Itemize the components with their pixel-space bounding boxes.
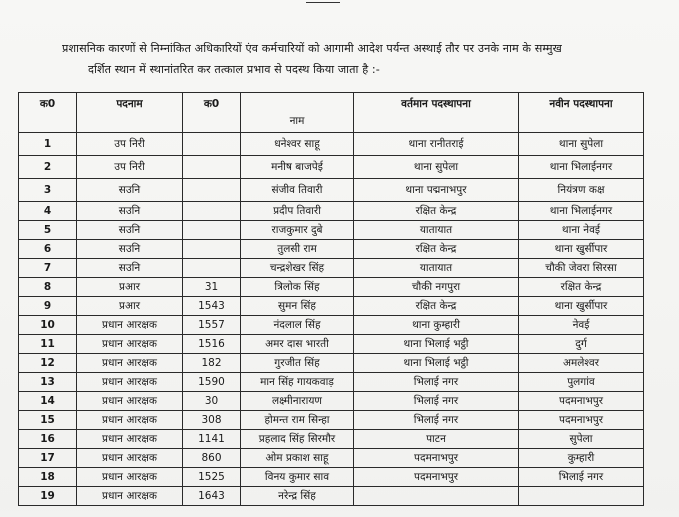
cell-current-posting: थाना भिलाई भट्ठी (354, 354, 519, 373)
table-row (19, 278, 644, 297)
cell-new-posting: पदमनाभपुर (519, 411, 644, 430)
cell-designation: प्रधान आरक्षक (77, 430, 183, 449)
bottom-fade (0, 507, 679, 517)
cell-designation: सउनि (77, 259, 183, 278)
header-sno: क0 (19, 93, 77, 133)
table-header-row (19, 93, 644, 133)
cell-number (183, 240, 241, 259)
cell-number: 1516 (183, 335, 241, 354)
cell-new-posting (519, 487, 644, 506)
cell-new-posting: थाना भिलाईनगर (519, 202, 644, 221)
cell-number (183, 259, 241, 278)
cell-designation: प्रधान आरक्षक (77, 487, 183, 506)
cell-current-posting: रक्षित केन्द्र (354, 240, 519, 259)
cell-number (183, 133, 241, 156)
cell-current-posting: पदमनाभपुर (354, 468, 519, 487)
cell-name: लक्ष्मीनारायण (241, 392, 354, 411)
cell-sno: 16 (19, 430, 77, 449)
cell-sno: 2 (19, 156, 77, 179)
cell-sno: 6 (19, 240, 77, 259)
cell-number: 860 (183, 449, 241, 468)
cell-designation: प्रधान आरक्षक (77, 411, 183, 430)
cell-current-posting: भिलाई नगर (354, 392, 519, 411)
cell-number (183, 156, 241, 179)
cell-sno: 10 (19, 316, 77, 335)
header-designation: पदनाम (77, 93, 183, 133)
cell-designation: प्रआर (77, 278, 183, 297)
cell-sno: 4 (19, 202, 77, 221)
table-row (19, 221, 644, 240)
header-new-posting: नवीन पदस्थापना (519, 93, 644, 133)
cell-sno: 7 (19, 259, 77, 278)
cell-new-posting: थाना सुपेला (519, 133, 644, 156)
cell-sno: 14 (19, 392, 77, 411)
transfer-table (18, 92, 644, 506)
cell-current-posting: थाना रानीतराई (354, 133, 519, 156)
table-row (19, 240, 644, 259)
table-row (19, 411, 644, 430)
cell-designation: प्रधान आरक्षक (77, 373, 183, 392)
cell-number: 1557 (183, 316, 241, 335)
cell-designation: सउनि (77, 221, 183, 240)
table-row (19, 449, 644, 468)
cell-current-posting (354, 487, 519, 506)
cell-new-posting: थाना नेवई (519, 221, 644, 240)
cell-name: प्रहलाद सिंह सिरमौर (241, 430, 354, 449)
cell-current-posting: यातायात (354, 259, 519, 278)
cell-name: विनय कुमार साव (241, 468, 354, 487)
cell-name: अमर दास भारती (241, 335, 354, 354)
cell-name: मान सिंह गायकवाड़ (241, 373, 354, 392)
cell-designation: सउनि (77, 240, 183, 259)
cell-new-posting: थाना खुर्सीपार (519, 297, 644, 316)
cell-sno: 5 (19, 221, 77, 240)
cell-designation: प्रधान आरक्षक (77, 316, 183, 335)
cell-name: तुलसी राम (241, 240, 354, 259)
cell-new-posting: भिलाई नगर (519, 468, 644, 487)
cell-new-posting: पुलगांव (519, 373, 644, 392)
table-row (19, 335, 644, 354)
table-row (19, 373, 644, 392)
cell-number (183, 221, 241, 240)
cell-sno: 8 (19, 278, 77, 297)
cell-sno: 11 (19, 335, 77, 354)
cell-new-posting: थाना भिलाईनगर (519, 156, 644, 179)
table-row (19, 133, 644, 156)
table-row (19, 179, 644, 202)
table-row (19, 156, 644, 179)
table-row (19, 354, 644, 373)
cell-name: संजीव तिवारी (241, 179, 354, 202)
cell-new-posting: नेवई (519, 316, 644, 335)
cell-new-posting: नियंत्रण कक्ष (519, 179, 644, 202)
cell-number: 1141 (183, 430, 241, 449)
cell-number: 308 (183, 411, 241, 430)
table-row (19, 468, 644, 487)
cell-designation: प्रधान आरक्षक (77, 468, 183, 487)
cell-number (183, 179, 241, 202)
cell-sno: 17 (19, 449, 77, 468)
cell-sno: 13 (19, 373, 77, 392)
table-row (19, 392, 644, 411)
cell-number: 30 (183, 392, 241, 411)
cell-name: मनीष बाजपेई (241, 156, 354, 179)
cell-number (183, 202, 241, 221)
cell-current-posting: पदमनाभपुर (354, 449, 519, 468)
cell-sno: 1 (19, 133, 77, 156)
intro-line-1: प्रशासनिक कारणों से निम्नांकित अधिकारियों एंव कर्मचारियों को आगामी आदेश पर्यन्त अस्थाई तौर पर उनके नाम के सम्मुख (62, 42, 562, 55)
cell-name: ओम प्रकाश साहू (241, 449, 354, 468)
cell-current-posting: रक्षित केन्द्र (354, 202, 519, 221)
cell-designation: सउनि (77, 179, 183, 202)
cell-current-posting: भिलाई नगर (354, 373, 519, 392)
cell-new-posting: चौकी जेवरा सिरसा (519, 259, 644, 278)
cell-name: नरेन्द्र सिंह (241, 487, 354, 506)
cell-designation: प्रधान आरक्षक (77, 354, 183, 373)
cell-number: 31 (183, 278, 241, 297)
cell-name: चन्द्रशेखर सिंह (241, 259, 354, 278)
cell-designation: प्रधान आरक्षक (77, 392, 183, 411)
cell-designation: प्रधान आरक्षक (77, 335, 183, 354)
cell-current-posting: थाना कुम्हारी (354, 316, 519, 335)
cell-current-posting: थाना भिलाई भट्ठी (354, 335, 519, 354)
cell-current-posting: थाना सुपेला (354, 156, 519, 179)
cell-current-posting: पाटन (354, 430, 519, 449)
cell-new-posting: अमलेश्वर (519, 354, 644, 373)
cell-sno: 12 (19, 354, 77, 373)
cell-new-posting: सुपेला (519, 430, 644, 449)
header-name: नाम (241, 93, 354, 133)
cell-designation: सउनि (77, 202, 183, 221)
cell-name: होमन्त राम सिन्हा (241, 411, 354, 430)
cell-number: 1643 (183, 487, 241, 506)
cell-new-posting: थाना खुर्सीपार (519, 240, 644, 259)
cell-current-posting: भिलाई नगर (354, 411, 519, 430)
cell-name: सुमन सिंह (241, 297, 354, 316)
cell-designation: उप निरी (77, 133, 183, 156)
cell-number: 1525 (183, 468, 241, 487)
cell-sno: 9 (19, 297, 77, 316)
header-number: क0 (183, 93, 241, 133)
cell-new-posting: कुम्हारी (519, 449, 644, 468)
cell-name: धनेश्वर साहू (241, 133, 354, 156)
table-row (19, 202, 644, 221)
cell-name: नंदलाल सिंह (241, 316, 354, 335)
cell-name: राजकुमार दुबे (241, 221, 354, 240)
cell-current-posting: चौकी नगपुरा (354, 278, 519, 297)
cell-designation: प्रआर (77, 297, 183, 316)
cell-sno: 18 (19, 468, 77, 487)
cell-designation: उप निरी (77, 156, 183, 179)
table-row (19, 259, 644, 278)
cell-number: 182 (183, 354, 241, 373)
intro-line-2: दर्शित स्थान में स्थानांतरित कर तत्काल प्रभाव से पदस्थ किया जाता है :- (88, 63, 380, 76)
cell-current-posting: यातायात (354, 221, 519, 240)
order-intro (62, 38, 642, 80)
table-row (19, 430, 644, 449)
cell-number: 1543 (183, 297, 241, 316)
cell-current-posting: थाना पद्मनाभपुर (354, 179, 519, 202)
cell-name: प्रदीप तिवारी (241, 202, 354, 221)
cell-new-posting: रक्षित केन्द्र (519, 278, 644, 297)
cell-name: गुरजीत सिंह (241, 354, 354, 373)
cell-number: 1590 (183, 373, 241, 392)
table-row (19, 297, 644, 316)
cell-designation: प्रधान आरक्षक (77, 449, 183, 468)
table-row (19, 487, 644, 506)
cell-sno: 15 (19, 411, 77, 430)
cell-new-posting: पदमनाभपुर (519, 392, 644, 411)
cell-name: त्रिलोक सिंह (241, 278, 354, 297)
cell-current-posting: रक्षित केन्द्र (354, 297, 519, 316)
cell-sno: 3 (19, 179, 77, 202)
header-current-posting: वर्तमान पदस्थापना (354, 93, 519, 133)
cell-sno: 19 (19, 487, 77, 506)
cell-new-posting: दुर्ग (519, 335, 644, 354)
table-row (19, 316, 644, 335)
heading-underline (306, 2, 340, 3)
